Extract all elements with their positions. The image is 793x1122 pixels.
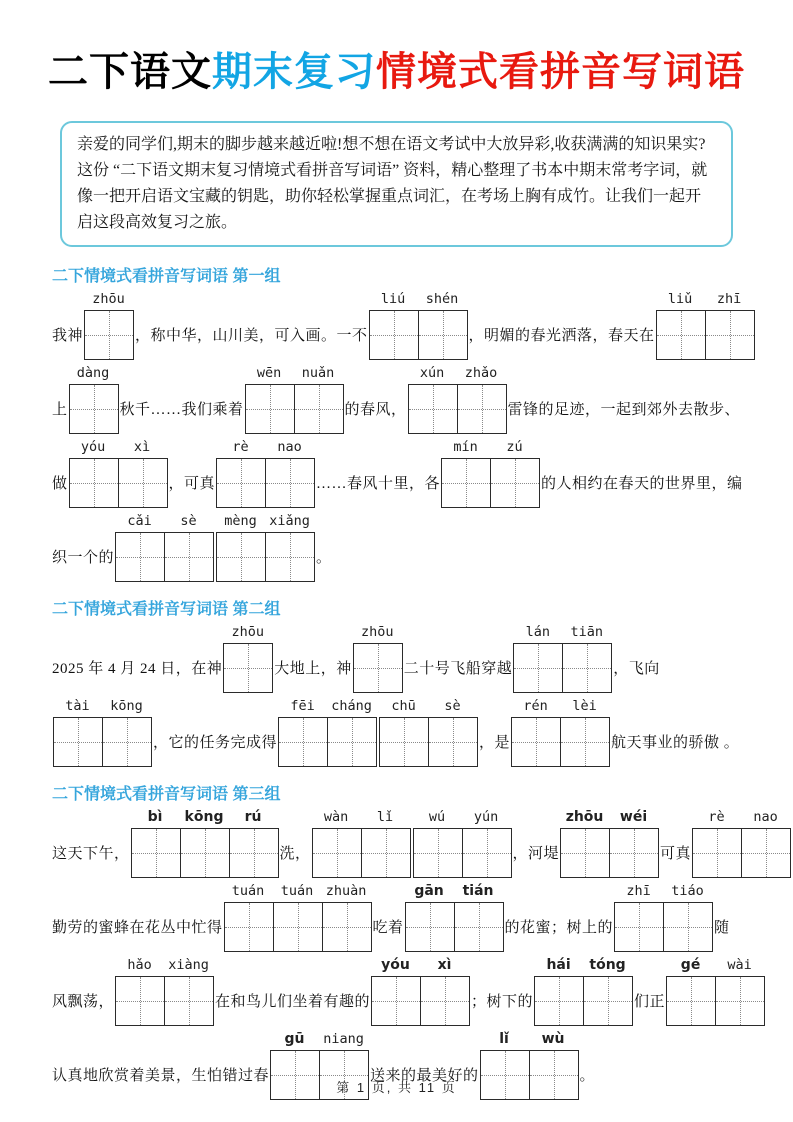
sentence-text: 可真 xyxy=(660,845,692,862)
pinyin-label: hái xyxy=(546,956,571,973)
pinyin-label: rè xyxy=(232,438,249,455)
sentence-text: 2025 年 4 月 24 日，在神 xyxy=(52,660,223,677)
pinyin-label: xún xyxy=(419,364,445,381)
writing-box[interactable] xyxy=(295,385,343,433)
pinyin-row xyxy=(278,698,377,717)
sentence-text: 。 xyxy=(316,549,332,566)
pinyin-row xyxy=(656,291,755,310)
writing-box[interactable] xyxy=(70,385,118,433)
writing-box-group xyxy=(216,532,315,582)
pinyin-label: hǎo xyxy=(127,956,152,973)
pinyin-label: bì xyxy=(147,808,163,825)
writing-box-group xyxy=(69,458,168,508)
sentence-text: 织一个的 xyxy=(52,549,115,566)
pinyin-label: tài xyxy=(65,697,90,714)
writing-box-group xyxy=(405,902,504,952)
intro-callout-box xyxy=(60,121,733,247)
writing-box[interactable] xyxy=(217,533,266,581)
pinyin-label: kōng xyxy=(184,808,224,825)
pinyin-row xyxy=(69,439,168,458)
writing-box[interactable] xyxy=(323,903,371,951)
pinyin-label: fēi xyxy=(290,697,315,714)
pinyin-row xyxy=(131,809,279,828)
pinyin-writing-blank xyxy=(223,624,273,693)
pinyin-writing-blank xyxy=(216,513,315,582)
writing-box-group xyxy=(666,976,765,1026)
pinyin-row xyxy=(408,365,507,384)
pinyin-label: zhī xyxy=(626,882,651,899)
writing-box[interactable] xyxy=(512,718,561,766)
page-title xyxy=(0,40,793,97)
pinyin-writing-blank xyxy=(69,365,119,434)
sentence-text: 航天事业的骄傲 。 xyxy=(611,734,740,751)
writing-box[interactable] xyxy=(455,903,503,951)
writing-box-group xyxy=(224,902,372,952)
writing-box[interactable] xyxy=(313,829,362,877)
writing-box[interactable] xyxy=(132,829,181,877)
pinyin-label: xiǎng xyxy=(269,512,310,529)
pinyin-row xyxy=(692,809,791,828)
writing-box[interactable] xyxy=(328,718,376,766)
pinyin-writing-blank xyxy=(614,883,713,952)
pinyin-label: yóu xyxy=(381,956,410,973)
writing-box[interactable] xyxy=(429,718,477,766)
writing-box[interactable] xyxy=(217,459,266,507)
pinyin-label: liú xyxy=(380,290,406,307)
writing-box[interactable] xyxy=(406,903,455,951)
pinyin-row xyxy=(513,624,612,643)
pinyin-row xyxy=(666,957,765,976)
writing-box[interactable] xyxy=(458,385,506,433)
pinyin-label: chū xyxy=(391,697,416,714)
pinyin-row xyxy=(84,291,134,310)
sentence-text: 吃着 xyxy=(372,919,404,936)
writing-box-group xyxy=(511,717,610,767)
pinyin-label: wéi xyxy=(619,808,648,825)
sentence-text: 上 xyxy=(52,401,68,418)
exercise-line xyxy=(52,956,752,1026)
exercise-line xyxy=(52,291,741,360)
pinyin-writing-blank xyxy=(224,883,372,952)
writing-box[interactable] xyxy=(103,718,151,766)
writing-box[interactable] xyxy=(85,311,133,359)
sentence-text: 这天下午， xyxy=(52,845,130,862)
pinyin-row xyxy=(379,698,478,717)
pinyin-writing-blank xyxy=(84,291,134,360)
pinyin-label: tuán xyxy=(231,882,265,899)
pinyin-row xyxy=(614,883,713,902)
pinyin-label: tóng xyxy=(589,956,626,973)
pinyin-label: zú xyxy=(506,438,523,455)
pinyin-row xyxy=(216,513,315,532)
sentence-text: 认真地欣赏着美景，生怕错过春 xyxy=(52,1067,270,1084)
pinyin-row xyxy=(115,513,214,532)
pinyin-label: tuán xyxy=(280,882,314,899)
sentence-text: 雷锋的足迹，一起到郊外去散步、 xyxy=(507,401,741,418)
writing-box[interactable] xyxy=(165,533,213,581)
exercise-line xyxy=(52,513,741,582)
pinyin-label: zhuàn xyxy=(325,882,367,899)
exercise-line xyxy=(52,439,741,508)
writing-box[interactable] xyxy=(693,829,742,877)
writing-box[interactable] xyxy=(409,385,458,433)
pinyin-label: gū xyxy=(284,1030,305,1047)
pinyin-label: shén xyxy=(425,290,459,307)
writing-box-group xyxy=(408,384,507,434)
exercise-line xyxy=(52,698,741,767)
pinyin-row xyxy=(353,624,403,643)
pinyin-label: wēn xyxy=(256,364,282,381)
sentence-text: 们正 xyxy=(634,993,666,1010)
writing-box-group xyxy=(692,828,791,878)
pinyin-writing-blank xyxy=(511,698,610,767)
writing-box[interactable] xyxy=(419,311,467,359)
section-header: 二下情境式看拼音写词语 第三组 xyxy=(52,785,281,803)
pinyin-label: lán xyxy=(525,623,550,640)
pinyin-label: cháng xyxy=(331,697,372,714)
writing-box[interactable] xyxy=(119,459,167,507)
writing-box[interactable] xyxy=(266,459,314,507)
writing-box[interactable] xyxy=(380,718,429,766)
pinyin-label: zhōu xyxy=(92,290,125,307)
writing-box[interactable] xyxy=(372,977,421,1025)
pinyin-writing-blank xyxy=(413,809,512,878)
sentence-text: ，是 xyxy=(479,734,511,751)
pinyin-writing-blank xyxy=(69,439,168,508)
writing-box-group xyxy=(413,828,512,878)
pinyin-label: sè xyxy=(180,512,197,529)
sentence-text: 送来的最美好的 xyxy=(370,1067,479,1084)
pinyin-label: gān xyxy=(414,882,444,899)
writing-box[interactable] xyxy=(742,829,790,877)
pinyin-row xyxy=(560,809,659,828)
pinyin-writing-blank xyxy=(131,809,279,878)
sentence-text: 做 xyxy=(52,475,68,492)
title-part-course: 二下语文 xyxy=(48,49,212,94)
writing-box[interactable] xyxy=(414,829,463,877)
writing-box-group xyxy=(379,717,478,767)
writing-box[interactable] xyxy=(54,718,103,766)
writing-box[interactable] xyxy=(274,903,323,951)
writing-box[interactable] xyxy=(224,644,272,692)
writing-box[interactable] xyxy=(561,718,609,766)
pinyin-row xyxy=(270,1031,369,1050)
pinyin-label: gé xyxy=(680,956,701,973)
exercise-section xyxy=(52,596,741,767)
writing-box-group xyxy=(245,384,344,434)
sentence-text: ；树下的 xyxy=(471,993,534,1010)
pinyin-label: rú xyxy=(244,808,262,825)
writing-box[interactable] xyxy=(706,311,754,359)
writing-box[interactable] xyxy=(667,977,716,1025)
writing-box-group xyxy=(312,828,411,878)
pinyin-writing-blank xyxy=(353,624,403,693)
pinyin-writing-blank xyxy=(53,698,152,767)
sentence-text: 在和鸟儿们坐着有趣的 xyxy=(215,993,371,1010)
pinyin-label: lǐ xyxy=(499,1030,509,1047)
writing-box[interactable] xyxy=(584,977,632,1025)
pinyin-writing-blank xyxy=(369,291,468,360)
writing-box-group xyxy=(614,902,713,952)
pinyin-label: nuǎn xyxy=(301,364,335,381)
sentence-text: ，称中华，山川美，可入画。一不 xyxy=(135,327,368,344)
pinyin-label: cǎi xyxy=(127,512,152,529)
pinyin-writing-blank xyxy=(560,809,659,878)
pinyin-row xyxy=(369,291,468,310)
sentence-text: ，可真 xyxy=(168,475,216,492)
pinyin-writing-blank xyxy=(441,439,540,508)
pinyin-label: wàn xyxy=(323,808,349,825)
pinyin-label: dàng xyxy=(76,364,110,381)
writing-box-group xyxy=(513,643,612,693)
sentence-text: ……春风十里，各 xyxy=(316,475,441,492)
section-header: 二下情境式看拼音写词语 第一组 xyxy=(52,267,281,285)
writing-box-group xyxy=(369,310,468,360)
pinyin-row xyxy=(223,624,273,643)
exercise-line xyxy=(52,365,741,434)
pinyin-writing-blank xyxy=(692,809,791,878)
writing-box-group xyxy=(534,976,633,1026)
pinyin-row xyxy=(480,1031,579,1050)
pinyin-label: yóu xyxy=(80,438,106,455)
sentence-text: ，明媚的春光洒落，春天在 xyxy=(468,327,655,344)
writing-box[interactable] xyxy=(181,829,230,877)
pinyin-label: mèng xyxy=(224,512,257,529)
writing-box-group xyxy=(69,384,119,434)
pinyin-writing-blank xyxy=(115,513,214,582)
sentence-text: 二十号飞船穿越 xyxy=(403,660,513,677)
pinyin-row xyxy=(413,809,512,828)
writing-box-group xyxy=(223,643,273,693)
pinyin-row xyxy=(224,883,372,902)
pinyin-label: zhī xyxy=(716,290,742,307)
writing-box[interactable] xyxy=(615,903,664,951)
pinyin-writing-blank xyxy=(216,439,315,508)
pinyin-label: kōng xyxy=(110,697,143,714)
writing-box[interactable] xyxy=(70,459,119,507)
writing-box-group xyxy=(115,976,214,1026)
sentence-text: 。 xyxy=(579,1067,596,1084)
writing-box[interactable] xyxy=(362,829,410,877)
pinyin-label: yún xyxy=(473,808,499,825)
writing-box-group xyxy=(353,643,403,693)
sections xyxy=(52,263,778,1100)
writing-box[interactable] xyxy=(610,829,658,877)
sentence-text: 的人相约在春天的世界里，编 xyxy=(541,475,743,492)
writing-box-group xyxy=(278,717,377,767)
exercise-line xyxy=(52,883,741,952)
writing-box-group xyxy=(656,310,755,360)
pinyin-row xyxy=(216,439,315,458)
pinyin-label: wù xyxy=(541,1030,565,1047)
writing-box[interactable] xyxy=(514,644,563,692)
pinyin-writing-blank xyxy=(245,365,344,434)
pinyin-label: zhōu xyxy=(361,623,394,640)
writing-box[interactable] xyxy=(354,644,402,692)
pinyin-label: tiáo xyxy=(671,882,704,899)
intro-text: 亲爱的同学们,期末的脚步越来越近啦!想不想在语文考试中大放异彩,收获满满的知识果实? 这份 “二下语文期末复习情境式看拼音写词语” 资料，精心整理了书本中期末常考字词，就像一把开启语文宝藏的钥匙，助你轻松掌握重点词汇，在考场上胸有成竹。让我们一起开启这段高效复习之旅。 xyxy=(77,136,708,231)
pinyin-row xyxy=(441,439,540,458)
exercise-section xyxy=(52,781,778,1100)
sentence-text: 的花蜜；树上的 xyxy=(504,919,614,936)
pinyin-label: xì xyxy=(437,956,452,973)
writing-box[interactable] xyxy=(657,311,706,359)
pinyin-label: tián xyxy=(462,882,494,899)
sentence-text: 风飘荡， xyxy=(52,993,115,1010)
writing-box[interactable] xyxy=(442,459,491,507)
pinyin-label: xiàng xyxy=(168,956,209,973)
pinyin-row xyxy=(115,957,214,976)
sentence-text: ，河堤 xyxy=(512,845,560,862)
writing-box[interactable] xyxy=(421,977,469,1025)
pinyin-row xyxy=(405,883,504,902)
page-number: 第 1 页, 共 11 页 xyxy=(336,1080,457,1095)
pinyin-row xyxy=(245,365,344,384)
writing-box-group xyxy=(371,976,470,1026)
writing-box[interactable] xyxy=(563,644,611,692)
sentence-text: 的春风， xyxy=(344,401,407,418)
writing-box-group xyxy=(115,532,214,582)
sentence-text: ，它的任务完成得 xyxy=(153,734,278,751)
pinyin-writing-blank xyxy=(408,365,507,434)
pinyin-writing-blank xyxy=(278,698,377,767)
pinyin-label: liǔ xyxy=(667,290,693,307)
pinyin-label: niang xyxy=(323,1030,364,1047)
pinyin-writing-blank xyxy=(656,291,755,360)
writing-box-group xyxy=(131,828,279,878)
writing-box-group xyxy=(84,310,134,360)
pinyin-label: nao xyxy=(753,808,778,825)
pinyin-label: zhōu xyxy=(565,808,604,825)
writing-box[interactable] xyxy=(370,311,419,359)
sentence-text: 勤劳的蜜蜂在花丛中忙得 xyxy=(52,919,223,936)
pinyin-label: tiān xyxy=(570,623,604,640)
pinyin-label: sè xyxy=(444,697,461,714)
pinyin-writing-blank xyxy=(534,957,633,1026)
writing-box[interactable] xyxy=(116,977,165,1025)
exercise-section xyxy=(52,263,741,582)
pinyin-label: xì xyxy=(133,438,151,455)
pinyin-writing-blank xyxy=(405,883,504,952)
exercise-line xyxy=(52,624,741,693)
pinyin-row xyxy=(534,957,633,976)
pinyin-label: wài xyxy=(727,956,752,973)
writing-box[interactable] xyxy=(491,459,539,507)
pinyin-row xyxy=(69,365,119,384)
pinyin-writing-blank xyxy=(312,809,411,878)
pinyin-row xyxy=(53,698,152,717)
writing-box[interactable] xyxy=(225,903,274,951)
sentence-text: ，飞向 xyxy=(613,660,660,677)
pinyin-label: zhǎo xyxy=(464,364,498,381)
pinyin-label: lèi xyxy=(572,697,597,714)
writing-box-group xyxy=(560,828,659,878)
exercise-line xyxy=(52,808,778,878)
writing-box[interactable] xyxy=(246,385,295,433)
writing-box-group xyxy=(53,717,152,767)
pinyin-writing-blank xyxy=(371,957,470,1026)
sentence-text: 随 xyxy=(714,919,730,936)
pinyin-writing-blank xyxy=(379,698,478,767)
title-part-review: 期末复习 xyxy=(212,49,376,94)
writing-box[interactable] xyxy=(716,977,764,1025)
writing-box[interactable] xyxy=(535,977,584,1025)
writing-box[interactable] xyxy=(463,829,511,877)
sentence-text: 洗， xyxy=(279,845,311,862)
pinyin-label: rè xyxy=(708,808,725,825)
section-header: 二下情境式看拼音写词语 第二组 xyxy=(52,600,281,618)
sentence-text: 我神 xyxy=(52,327,84,344)
pinyin-label: nao xyxy=(277,438,302,455)
pinyin-row xyxy=(371,957,470,976)
pinyin-label: mín xyxy=(453,438,478,455)
writing-box[interactable] xyxy=(230,829,278,877)
sentence-text: 秋千……我们乘着 xyxy=(119,401,244,418)
writing-box-group xyxy=(441,458,540,508)
pinyin-writing-blank xyxy=(666,957,765,1026)
pinyin-row xyxy=(511,698,610,717)
sentence-text: 大地上，神 xyxy=(274,660,352,677)
pinyin-label: wú xyxy=(428,808,446,825)
title-part-topic: 情境式看拼音写词语 xyxy=(376,49,745,94)
writing-box-group xyxy=(216,458,315,508)
pinyin-label: zhōu xyxy=(231,623,265,640)
pinyin-label: lǐ xyxy=(376,808,394,825)
pinyin-label: rén xyxy=(523,697,548,714)
writing-box[interactable] xyxy=(116,533,165,581)
writing-box[interactable] xyxy=(266,533,314,581)
pinyin-writing-blank xyxy=(115,957,214,1026)
writing-box[interactable] xyxy=(165,977,213,1025)
pinyin-writing-blank xyxy=(513,624,612,693)
writing-box[interactable] xyxy=(664,903,712,951)
writing-box[interactable] xyxy=(279,718,328,766)
writing-box[interactable] xyxy=(561,829,610,877)
pinyin-row xyxy=(312,809,411,828)
